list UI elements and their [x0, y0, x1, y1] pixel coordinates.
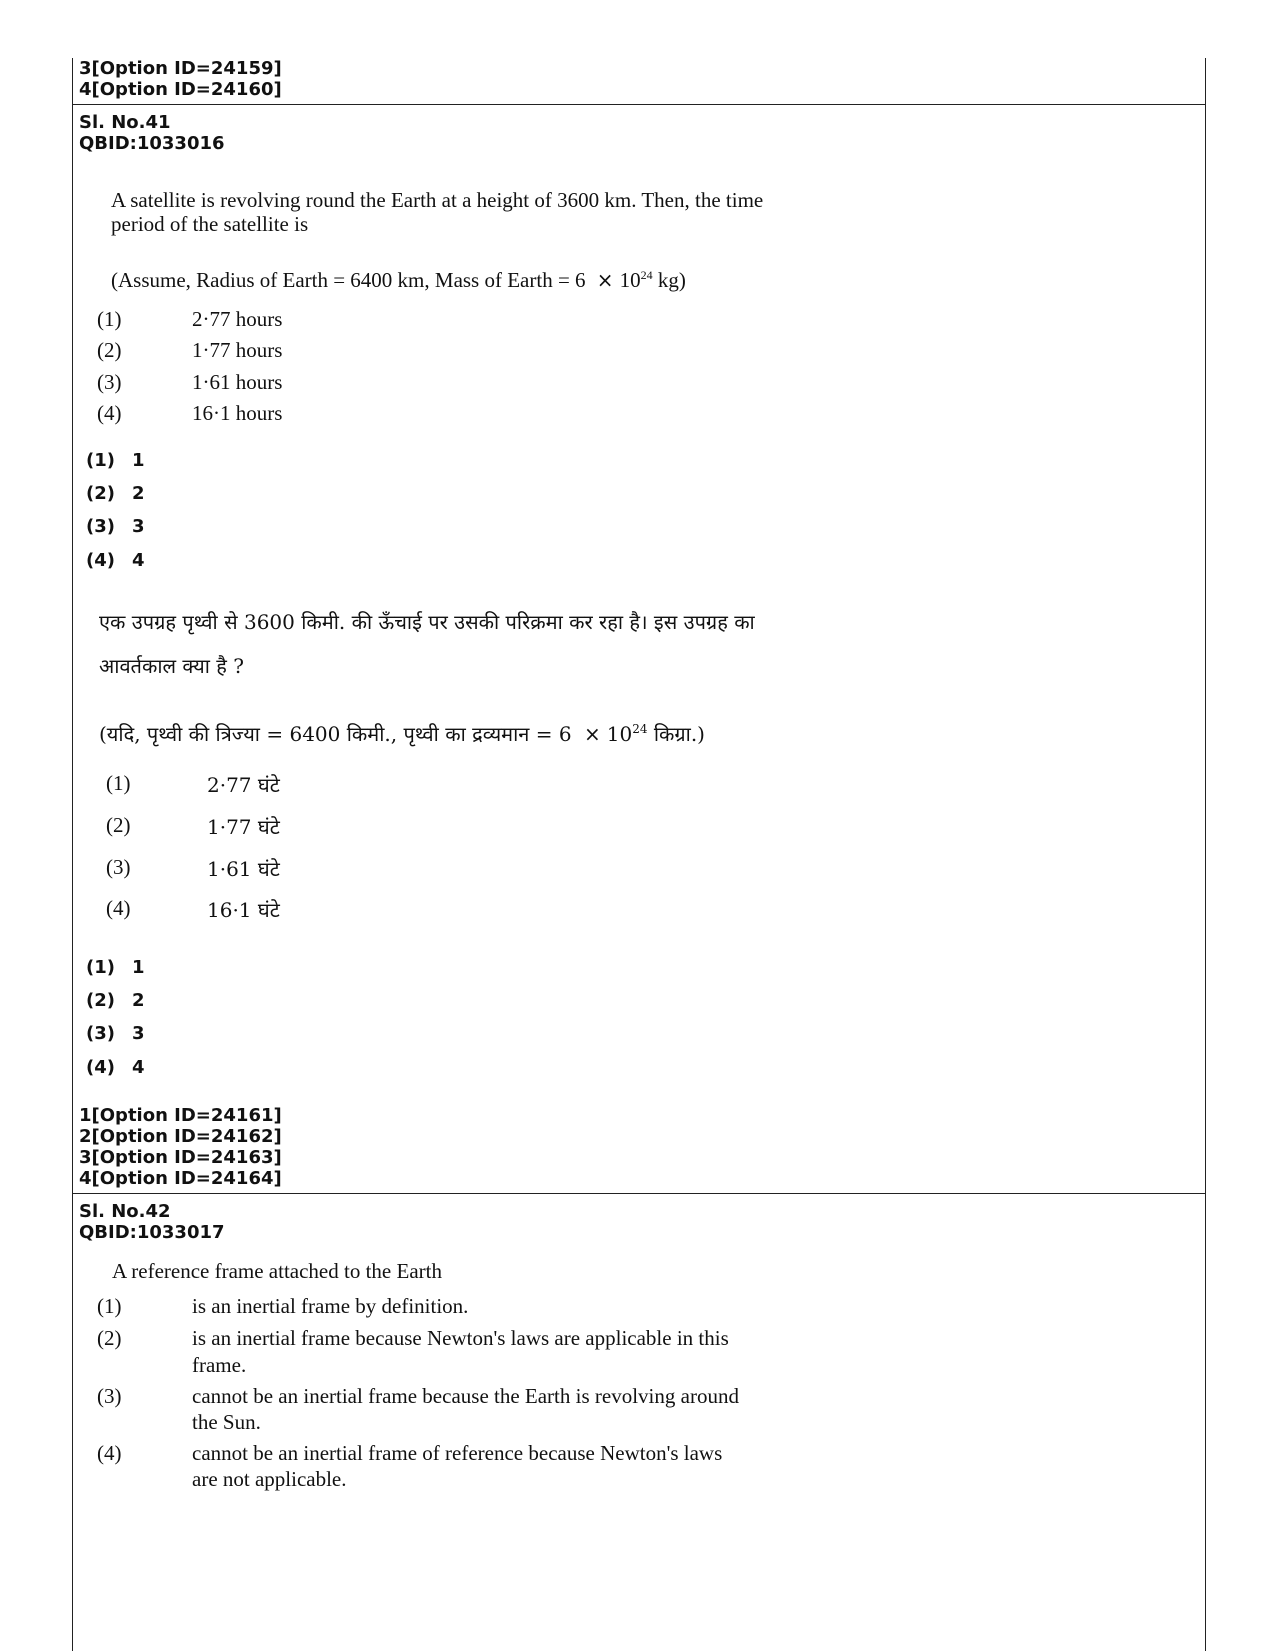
- answer-choice-value: 4: [132, 550, 145, 571]
- q41-option-id-3: 3[Option ID=24163]: [79, 1147, 282, 1168]
- q41-hi-option-num: (4): [106, 896, 131, 920]
- answer-choice[interactable]: [86, 957, 145, 978]
- prev-option-id-3: 3[Option ID=24159]: [79, 58, 282, 79]
- q41-en-option-text: 16·1 hours: [192, 401, 283, 425]
- answer-choice-value: 4: [132, 1057, 145, 1078]
- q41-option-id-4: 4[Option ID=24164]: [79, 1168, 282, 1189]
- q42-option-text-cont: frame.: [192, 1353, 247, 1377]
- q41-en-option-num: (1): [97, 307, 122, 331]
- answer-choice-value: 2: [132, 990, 145, 1011]
- q41-hi-option-text: 1·61 घंटे: [207, 857, 280, 881]
- answer-choice[interactable]: [86, 550, 145, 571]
- q41-hi-option-text: 16·1 घंटे: [207, 898, 280, 922]
- q41-stem-en-line1: A satellite is revolving round the Earth at a height of 3600 km. Then, the time: [111, 188, 764, 212]
- q42-option-num: (1): [97, 1294, 122, 1318]
- q41-assume-hi-exponent: 24: [632, 722, 648, 736]
- q41-en-option-text: 2·77 hours: [192, 307, 283, 331]
- q41-assume-hi-unit: किग्रा.): [653, 722, 705, 746]
- q42-option-text: is an inertial frame by definition.: [192, 1294, 469, 1318]
- answer-choice-num: (4): [86, 550, 115, 571]
- answer-choice-num: (2): [86, 990, 115, 1011]
- answer-choice-value: 2: [132, 483, 145, 504]
- q41-hi-option-num: (3): [106, 855, 131, 879]
- answer-choice-num: (3): [86, 1023, 115, 1044]
- q42-option-num: (3): [97, 1384, 122, 1408]
- divider: [72, 104, 1206, 105]
- q41-option-id-2: 2[Option ID=24162]: [79, 1126, 282, 1147]
- q41-assume-en-base: 10: [619, 268, 641, 292]
- q41-option-id-1: 1[Option ID=24161]: [79, 1105, 282, 1126]
- q41-en-option-num: (2): [97, 338, 122, 362]
- answer-choice[interactable]: [86, 1057, 145, 1078]
- q41-stem-hi-line2: आवर्तकाल क्या है ?: [99, 654, 244, 678]
- answer-choice-value: 3: [132, 1023, 145, 1044]
- q42-option-text-cont: the Sun.: [192, 1410, 261, 1434]
- prev-option-id-4: 4[Option ID=24160]: [79, 79, 282, 100]
- q41-assume-hi-text: (यदि, पृथ्वी की त्रिज्या = 6400 किमी., पृथ्वी का द्रव्यमान = 6: [99, 722, 572, 746]
- answer-choice-value: 3: [132, 516, 145, 537]
- q42-option-text: cannot be an inertial frame of reference because Newton's laws: [192, 1441, 723, 1465]
- q41-stem-en-line2: period of the satellite is: [111, 212, 309, 236]
- q41-assume-en-text: (Assume, Radius of Earth = 6400 km, Mass of Earth = 6: [111, 268, 586, 292]
- answer-choice-value: 1: [132, 450, 145, 471]
- q41-qbid: QBID:1033016: [79, 133, 225, 154]
- q41-hi-option-text: 1·77 घंटे: [207, 815, 280, 839]
- times-symbol: ×: [583, 722, 601, 746]
- q41-assume-en-exponent: 24: [640, 268, 653, 282]
- answer-choice[interactable]: [86, 516, 145, 537]
- answer-choice-num: (2): [86, 483, 115, 504]
- q41-hi-option-num: (1): [106, 771, 131, 795]
- q42-option-text: is an inertial frame because Newton's laws are applicable in this: [192, 1326, 729, 1350]
- q41-en-option-num: (4): [97, 401, 122, 425]
- answer-choice[interactable]: [86, 1023, 145, 1044]
- answer-choice-num: (1): [86, 450, 115, 471]
- q41-assume-en: [111, 268, 686, 293]
- answer-choice-num: (4): [86, 1057, 115, 1078]
- q41-hi-option-text: 2·77 घंटे: [207, 773, 280, 797]
- q41-en-option-text: 1·77 hours: [192, 338, 283, 362]
- q41-en-option-text: 1·61 hours: [192, 370, 283, 394]
- q42-serial: Sl. No.42: [79, 1201, 171, 1222]
- q42-option-text-cont: are not applicable.: [192, 1467, 347, 1491]
- answer-choice-num: (3): [86, 516, 115, 537]
- q42-qbid: QBID:1033017: [79, 1222, 225, 1243]
- divider: [72, 1193, 1206, 1194]
- times-symbol: ×: [596, 268, 614, 292]
- answer-choice-num: (1): [86, 957, 115, 978]
- answer-choice[interactable]: [86, 483, 145, 504]
- q42-option-num: (4): [97, 1441, 122, 1465]
- q41-en-option-num: (3): [97, 370, 122, 394]
- q42-stem: A reference frame attached to the Earth: [112, 1259, 442, 1283]
- answer-choice[interactable]: [86, 990, 145, 1011]
- q41-assume-en-unit: kg): [657, 268, 686, 292]
- q41-hi-option-num: (2): [106, 813, 131, 837]
- q42-option-num: (2): [97, 1326, 122, 1350]
- q41-serial: Sl. No.41: [79, 112, 171, 133]
- q41-assume-hi: [99, 720, 705, 747]
- answer-choice-value: 1: [132, 957, 145, 978]
- q41-assume-hi-base: 10: [606, 722, 633, 746]
- answer-choice[interactable]: [86, 450, 145, 471]
- q41-stem-hi-line1: एक उपग्रह पृथ्वी से 3600 किमी. की ऊँचाई पर उसकी परिक्रमा कर रहा है। इस उपग्रह का: [99, 610, 755, 634]
- q42-option-text: cannot be an inertial frame because the Earth is revolving around: [192, 1384, 739, 1408]
